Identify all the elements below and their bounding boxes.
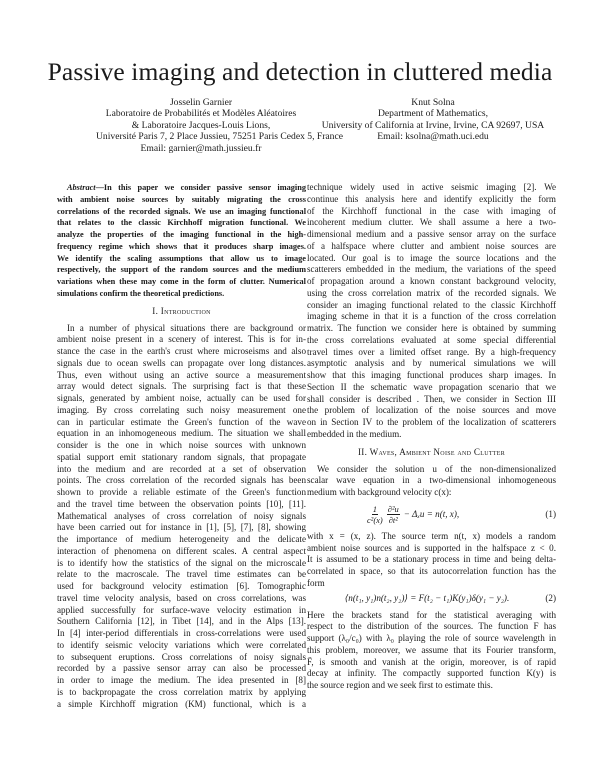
body-line: and the travel time between the observation points [10], [11].	[57, 498, 306, 509]
body-line: the cross correlations evaluated at some special differential	[307, 334, 556, 345]
body-line: the problem of localization of the noise sources and move	[307, 405, 556, 416]
body-line: shall consider is described . Then, we consider in Section III	[307, 393, 556, 404]
body-line: medium with background velocity c(x):	[307, 487, 452, 497]
body-line: to identify seismic velocity variations which were correlated	[57, 639, 306, 650]
body-line: dimensional medium and a passive sensor array on the surface	[307, 229, 556, 239]
abstract-line: that relates to the classic Kirchhoff migration functional. We	[57, 218, 306, 228]
author-name: Knut Solna	[411, 97, 455, 108]
body-line: applied successfully for surface-wave velocity estimation in	[57, 604, 306, 615]
body-line: stance the case in the earth's crust where microseisms and also	[57, 346, 306, 356]
body-line: imaging scheme in that it is a function of the cross correlation	[307, 311, 556, 322]
abstract-line: We identify the scaling assumptions that allow us to image	[57, 253, 306, 263]
body-line: signals, generated by ambient noise, actually can be used for	[57, 393, 306, 403]
equation-2	[307, 593, 556, 606]
abstract-lead: Abstract	[67, 183, 96, 192]
body-line: points. The cross correlation of the recorded signals has been	[57, 475, 306, 486]
author-block-garnier	[96, 97, 343, 154]
body-line: Southern California [12], in Tibet [14], and in the Alps [13].	[57, 616, 306, 627]
body-line: with x = (x, z). The source term n(t, x) models a random	[307, 530, 556, 541]
affiliation-line: University of California at Irvine, Irvine, CA 92697, USA	[321, 119, 545, 131]
body-line: show that this imaging functional produces sharp images. In	[307, 370, 556, 380]
body-line: of the Kirchhoff functional in the case with imaging of	[307, 205, 556, 216]
body-line: ambient noise sources and is supported in the halfspace z < 0.	[307, 542, 556, 553]
body-line: scatterers embedded in the medium, the variations of the speed	[307, 264, 556, 275]
body-line: interaction of phenomena on different scales. A central aspect	[57, 545, 306, 556]
body-line: support (λ₀/c₀) with λ₀ playing the role of source wavelength in	[307, 633, 556, 643]
body-line: on in Section IV to the problem of the localization of scatterers	[307, 417, 556, 427]
body-line: incoherent medium clutter. We shall assume a here a two-	[307, 217, 556, 228]
affiliation-line: Department of Mathematics,	[377, 108, 489, 120]
equation-1-body	[367, 502, 459, 528]
body-line: array would detect signals. The surprising fact is that these	[57, 381, 306, 392]
abstract-line: variations when these may come in the form of clutter. Numerical	[57, 277, 306, 286]
body-line: signals due to ocean swells can propagate over long distances.	[57, 357, 306, 368]
abstract-line: with ambient noise sources by suitably migrating the cross	[57, 194, 306, 204]
body-line: spatial support emit stationary random signals, that propagate	[57, 451, 306, 462]
right-column	[307, 182, 556, 692]
section-heading-introduction: I. Introduction	[152, 305, 211, 316]
introduction-body	[57, 323, 306, 711]
fraction-denominator: ∂t²	[388, 515, 398, 526]
equation-number: (2)	[545, 592, 556, 603]
body-line: scalar wave equation in a two-dimensional inhomogeneous	[307, 475, 556, 486]
body-line: shown to provide a reliable estimate of the Green's function	[57, 487, 306, 497]
body-line: travel times over a limited offset range. By a high-frequency	[307, 346, 556, 357]
abstract-line-text: —In this paper we consider passive sensor imaging	[95, 183, 306, 192]
body-line: In [4] inter-period differentials in cross-correlations were used	[57, 628, 306, 638]
body-line: Section II the schematic wave propagation scenario that we	[307, 381, 556, 392]
equation-2-body: ⟨n(t₁, y₁)n(t₂, y₂)⟩ = F(t₂ − t₁)K(y₁)δ(y₁ − y₂).	[344, 592, 510, 603]
body-line: consider an imaging functional related to the classic Kirchhoff	[307, 299, 556, 310]
abstract-line: frequency regime which shows that it produces sharp images.	[57, 241, 306, 251]
equation-1	[307, 502, 556, 528]
body-line: in order to image the medium. The idea presented in [8]	[57, 675, 306, 685]
equation-fraction	[387, 504, 400, 525]
equation-number: (1)	[545, 508, 556, 519]
body-line: Thus, even without using an active source a measurement	[57, 369, 306, 380]
body-line: matrix. The function we consider here is obtained by summing	[307, 323, 556, 333]
equation-fraction	[367, 504, 383, 525]
body-line: decay at infinity. The compactly supported function K(y) is	[307, 668, 556, 679]
body-line: embedded in the medium.	[307, 428, 402, 439]
body-line: imaging. By cross correlating such noisy measurement one	[57, 404, 306, 415]
body-line: It is assumed to be a stationary process in time and being delta-	[307, 554, 556, 565]
author-email: Email: garnier@math.jussieu.fr	[140, 142, 262, 154]
body-line: recorded by a passive sensor array can also be processed	[57, 663, 306, 674]
body-line: We consider the solution u of the non-dimensionalized	[317, 463, 556, 474]
body-line: travel time velocity analysis, based on cross correlations, was	[57, 592, 306, 603]
body-line: can in particular estimate the Green's function of the wave	[57, 416, 306, 427]
body-line: located. Our goal is to image the source locations and the	[307, 252, 556, 263]
body-line: equation in an inhomogeneous medium. The situation we shall	[57, 428, 306, 439]
body-line: F̂, is smooth and vanish at the origin, moreover, is of rapid	[307, 656, 556, 667]
body-line: a simple Kirchhoff migration (KM) functional, which is a	[57, 698, 306, 709]
body-line: In a number of physical situations there are background or	[67, 322, 306, 333]
abstract-line	[57, 182, 306, 194]
author-email: Email: ksolna@math.uci.edu	[377, 131, 489, 143]
abstract-line: simulations confirm the theoretical predictions.	[57, 288, 225, 298]
body-line: consider is the one in which noise sources with unknown	[57, 440, 306, 450]
body-line: used for background velocity estimation [6]. Tomographic	[57, 581, 306, 591]
fraction-numerator: 1	[372, 504, 377, 515]
body-line: form	[307, 577, 325, 588]
body-line: using the cross correlation matrix of the recorded signals. We	[307, 287, 556, 298]
body-line: relate to the macroscale. The travel time estimates can be	[57, 569, 306, 580]
author-name: Josselin Garnier	[169, 97, 233, 108]
paper-title: Passive imaging and detection in cluttered media	[47, 57, 553, 86]
body-line: have been carried out for instance in [1], [5], [7], [8], showing	[57, 522, 306, 533]
body-line: technique widely used in active seismic imaging [2]. We	[307, 182, 556, 192]
body-line: into the medium and are recorded at a set of observation	[57, 463, 306, 474]
affiliation-line: Université Paris 7, 2 Place Jussieu, 75251 Paris Cedex 5, France	[96, 131, 343, 143]
fraction-denominator: c²(x)	[367, 515, 383, 526]
left-column	[57, 182, 306, 710]
equation-rest: − Δₓu = n(t, x),	[403, 508, 460, 519]
abstract	[57, 182, 306, 300]
abstract-line: analyze the properties of the imaging functional in the high-	[57, 230, 306, 239]
body-line: of a halfspace where clutter and ambient noise sources are	[307, 240, 556, 251]
affiliation-line: & Laboratoire Jacques-Louis Lions,	[131, 119, 271, 131]
body-line: asymptotic analysis and by numerical simulations we will	[307, 358, 556, 369]
body-line: Mathematical analyses of cross correlation of noisy signals	[57, 510, 306, 521]
abstract-line: correlations of the recorded signals. We use an imaging functional	[57, 206, 306, 216]
body-line: to subsequent eruptions. Cross correlations of noisy signals	[57, 651, 306, 662]
body-line: the source region and we seek first to estimate this.	[307, 680, 493, 690]
body-line: is to identify how the statistics of the signal on the microscale	[57, 557, 306, 568]
body-line: continue this analysis here and identify explicitly the form	[307, 193, 556, 204]
affiliation-line: Laboratoire de Probabilités et Modèles Aléatoires	[105, 108, 297, 120]
body-line: this problem, moreover, we assume that its Fourier transform,	[307, 644, 556, 655]
body-line: is to backpropagate the cross correlation matrix by applying	[57, 686, 306, 697]
body-line: of propagation around a known constant background velocity,	[307, 276, 556, 286]
body-line: correlated in space, so that its autocorrelation function has the	[307, 566, 556, 576]
fraction-numerator: ∂²u	[387, 504, 399, 515]
body-line: ambient noise present in a scenery of interest. This is for in-	[57, 334, 306, 345]
body-line: Here the brackets stand for the statistical averaging with	[307, 609, 556, 620]
author-block-solna	[318, 97, 548, 143]
section-heading-waves: II. Waves, Ambient Noise and Clutter	[357, 446, 506, 457]
body-line: the importance of medium heterogeneity and the delicate	[57, 534, 306, 544]
abstract-line: respectively, the support of the random sources and the medium	[57, 265, 306, 275]
introduction-body-continued	[307, 182, 556, 441]
body-line: respect to the distribution of the sources. The function F has	[307, 621, 556, 632]
